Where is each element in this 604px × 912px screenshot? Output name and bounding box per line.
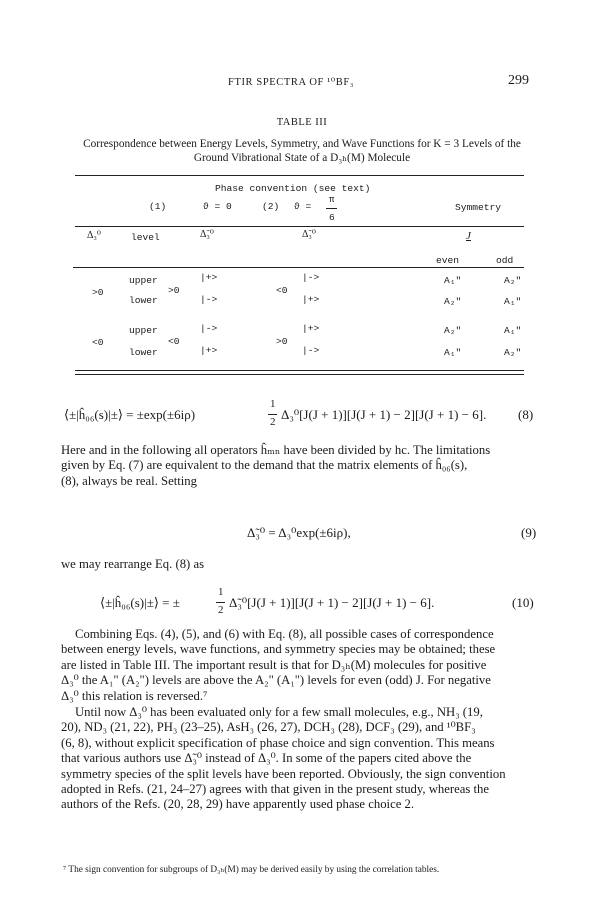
equation-9: Δ̃₃⁰ = Δ₃⁰exp(±6iρ),: [247, 525, 351, 540]
conv2-label: (2): [262, 201, 280, 212]
eq10-frac-bar: [216, 602, 225, 603]
row-4-even: A₁": [444, 347, 462, 358]
paragraph-2: we may rearrange Eq. (8) as: [61, 557, 205, 571]
row-1-level: upper: [129, 275, 158, 286]
eq8-lhs: ⟨±|ĥ₀₆(s)|±⟩ = ±exp(±6iρ): [64, 407, 196, 422]
row-1-d2: |->: [302, 272, 320, 283]
paragraph-4: [61, 705, 541, 813]
p3-line-1: Combining Eqs. (4), (5), and (6) with Eq. (8), all possible cases of correspondence: [75, 627, 494, 641]
footnote: ⁷ The sign convention for subgroups of D₃ₕ(M) may be derived easily by using the correlation tables.: [63, 865, 440, 875]
p3-line-5: Δ₃⁰ this relation is reversed.⁷: [61, 688, 208, 703]
p4-line-5: symmetry species of the split levels have been reported. Obviously, the sign convention: [61, 766, 506, 781]
symmetry-head: Symmetry: [455, 202, 502, 213]
running-title: FTIR SPECTRA OF ¹⁰BF₃: [228, 77, 355, 88]
phase-convention-title: Phase convention (see text): [215, 183, 371, 194]
table-bottom-rule-1: [75, 370, 524, 371]
p1-line-3: (8), always be real. Setting: [61, 473, 197, 488]
table-label: TABLE III: [276, 117, 328, 128]
row-3-level: upper: [129, 325, 158, 336]
table-caption: Correspondence between Energy Levels, Symmetry, and Wave Functions for K = 3 Levels of the Ground Vibrational State of a D₃ₕ(M) Molecule: [83, 138, 521, 164]
eq8-number: (8): [518, 407, 534, 422]
group-2-conv2: >0: [276, 336, 288, 347]
row-4-d1: |+>: [200, 345, 218, 356]
row-3-odd: A₁": [504, 325, 522, 336]
col-J: J: [466, 230, 471, 242]
row-2-even: A₂": [444, 296, 462, 307]
row-1-even: A₁": [444, 275, 462, 286]
row-2-d1: |->: [200, 294, 218, 305]
eq8-frac-num: 1: [270, 398, 276, 410]
p4-line-4: that various authors use Δ̃₃⁰ instead of Δ₃⁰. In some of the papers cited above the: [61, 751, 472, 766]
conv1-label: (1): [149, 201, 167, 212]
col-delta-tilde-2: Δ̃₃⁰: [302, 229, 316, 240]
group-1-conv1: >0: [168, 285, 180, 296]
row-4-odd: A₂": [504, 347, 522, 358]
table-bottom-rule-2: [75, 374, 524, 375]
table-sub-rule: [73, 267, 524, 268]
row-group-1: >0: [92, 287, 104, 298]
eq10-frac-num: 1: [218, 586, 224, 598]
conv1-theta: ϑ = 0: [203, 201, 232, 212]
eq10-lhs: ⟨±|ĥ₀₆(s)|±⟩ = ±: [100, 595, 180, 610]
p3-line-2: between energy levels, wave functions, and symmetry species may be obtained; these: [61, 642, 496, 657]
eq10-rhs: Δ̃₃⁰[J(J + 1)][J(J + 1) − 2][J(J + 1) − 6].: [229, 595, 435, 610]
pi-fraction-bar: [326, 208, 337, 209]
row-3-even: A₂": [444, 325, 462, 336]
row-2-d2: |+>: [302, 294, 320, 305]
row-4-d2: |->: [302, 345, 320, 356]
p4-line-7: authors of the Refs. (20, 28, 29) have apparently used phase choice 2.: [61, 797, 415, 812]
paragraph-3: [61, 627, 541, 704]
row-1-odd: A₂": [504, 275, 522, 286]
pi-numerator: π: [329, 195, 335, 205]
paragraph-1: [61, 443, 541, 489]
group-2-conv1: <0: [168, 336, 180, 347]
p1-line-1: Here and in the following all operators ĥₘₙ have been divided by hc. The limitations: [61, 443, 491, 457]
page-number: 299: [508, 73, 529, 88]
eq10-frac-den: 2: [218, 604, 224, 616]
row-3-d1: |->: [200, 323, 218, 334]
eq8-rhs: Δ₃⁰[J(J + 1)][J(J + 1) − 2][J(J + 1) − 6].: [281, 407, 487, 422]
eq8-frac-den: 2: [270, 416, 276, 428]
p3-line-3: are listed in Table III. The important result is that for D₃ₕ(M) molecules for positive: [61, 657, 487, 672]
table-head-rule: [75, 226, 524, 227]
row-1-d1: |+>: [200, 272, 218, 283]
conv2-theta: ϑ =: [294, 201, 312, 212]
col-delta-tilde-1: Δ̃₃⁰: [200, 229, 214, 240]
p4-line-1: Until now Δ₃⁰ has been evaluated only for a few small molecules, e.g., NH₃ (19,: [75, 705, 483, 719]
row-2-odd: A₁": [504, 296, 522, 307]
group-1-conv2: <0: [276, 285, 288, 296]
table-top-rule: [75, 175, 524, 176]
col-even: even: [436, 255, 460, 266]
col-level: level: [131, 232, 160, 243]
pi-denominator: 6: [329, 212, 335, 223]
col-delta: Δ₃⁰: [87, 230, 101, 241]
p3-line-4: Δ₃⁰ the A₁" (A₂") levels are above the A₂" (A₁") levels for even (odd) J. For negative: [61, 673, 491, 688]
row-4-level: lower: [129, 347, 158, 358]
eq10-number: (10): [512, 595, 534, 610]
row-3-d2: |+>: [302, 323, 320, 334]
eq9-number: (9): [521, 525, 537, 540]
eq8-frac-bar: [268, 414, 277, 415]
p4-line-6: adopted in Refs. (21, 24–27) agrees with that given in the present study, whereas the: [61, 782, 489, 797]
p4-line-2: 20), ND₃ (21, 22), PH₃ (23–25), AsH₃ (26, 27), DCH₃ (28), DCF₃ (29), and ¹⁰BF₃: [61, 720, 476, 735]
row-2-level: lower: [129, 295, 158, 306]
p4-line-3: (6, 8), without explicit specification of phase choice and sign convention. This means: [61, 735, 495, 750]
p1-line-2: given by Eq. (7) are equivalent to the demand that the matrix elements of ĥ₀₆(s),: [61, 458, 468, 473]
row-group-2: <0: [92, 337, 104, 348]
col-odd: odd: [496, 255, 514, 266]
